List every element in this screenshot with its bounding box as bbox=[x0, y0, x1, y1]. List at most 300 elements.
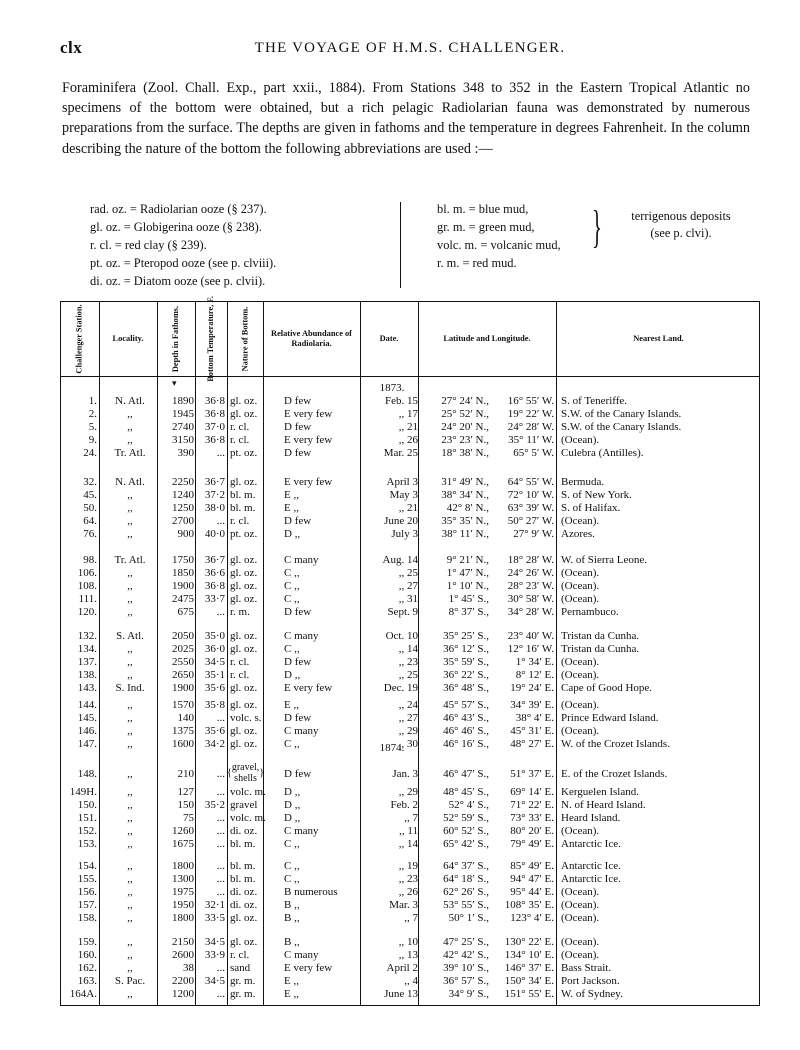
cell-date: ,, 10 bbox=[398, 936, 418, 948]
cell-dep: 2650 bbox=[172, 669, 194, 681]
cell-nat: gl. oz. bbox=[230, 554, 258, 566]
cell-nat: volc. m. bbox=[230, 786, 266, 798]
cell-dep: 1890 bbox=[172, 395, 194, 407]
cell-lon: 69° 14′ E. bbox=[510, 786, 554, 798]
cell-tmp: ... bbox=[216, 447, 225, 459]
cell-dep: 1800 bbox=[172, 912, 194, 924]
cell-nat: di. oz. bbox=[230, 886, 258, 898]
table-row bbox=[61, 567, 761, 580]
cell-lon: 73° 33′ E. bbox=[510, 812, 554, 824]
cell-loc: Tr. Atl. bbox=[114, 554, 146, 566]
cell-date: June 20 bbox=[384, 515, 418, 527]
cell-near: Kerguelen Island. bbox=[561, 786, 639, 798]
table-row bbox=[61, 725, 761, 738]
cell-near: (Ocean). bbox=[561, 949, 600, 961]
cell-date: Mar. 25 bbox=[383, 447, 418, 459]
cell-lat: 46° 43′ S., bbox=[443, 712, 489, 724]
cell-loc: ,, bbox=[127, 528, 133, 540]
cell-lat: 53° 55′ S., bbox=[443, 899, 489, 911]
cell-st: 1. bbox=[88, 395, 97, 407]
cell-lat: 42° 8′ N., bbox=[446, 502, 489, 514]
intro-paragraph: Foraminifera (Zool. Chall. Exp., part xxii., 1884). From Stations 348 to 352 in the Eastern Tropical Atlantic no specimens of the bottom were obtained, but a rich pelagic Radiolarian fauna was demonstrated by numerous preparations from the surface. The depths are given in fathoms and the temperature in degrees Fahrenheit. In the column describing the nature of the bottom the following abbreviations are used :— bbox=[62, 80, 750, 157]
cell-lat: 36° 22′ S., bbox=[443, 669, 489, 681]
cell-dep: 1240 bbox=[172, 489, 194, 501]
cell-rad: C ,, bbox=[284, 567, 300, 579]
cell-dep: 2600 bbox=[172, 949, 194, 961]
cell-loc: ,, bbox=[127, 988, 133, 1000]
cell-date: Jan. 3 bbox=[392, 768, 418, 780]
cell-date: ,, 7 bbox=[404, 812, 418, 824]
table-row bbox=[61, 528, 761, 541]
cell-lat: 34° 9′ S., bbox=[448, 988, 489, 1000]
cell-dep: 2150 bbox=[172, 936, 194, 948]
col-header-radiolaria: Relative Abundance of Radiolaria. bbox=[271, 329, 352, 348]
cell-loc: ,, bbox=[127, 949, 133, 961]
cell-lat: 39° 10′ S., bbox=[443, 962, 489, 974]
cell-near: S. of Teneriffe. bbox=[561, 395, 628, 407]
cell-tmp: ... bbox=[216, 812, 225, 824]
cell-dep: 1900 bbox=[172, 580, 194, 592]
cell-lat: 1° 10′ N., bbox=[446, 580, 489, 592]
cell-loc: ,, bbox=[127, 434, 133, 446]
cell-st: 132. bbox=[77, 630, 97, 642]
table-row bbox=[61, 962, 761, 975]
table-row bbox=[61, 712, 761, 725]
cell-nat: gravel bbox=[230, 799, 258, 811]
cell-rad: C ,, bbox=[284, 643, 300, 655]
cell-lat: 50° 1′ S., bbox=[448, 912, 489, 924]
cell-dep: 390 bbox=[177, 447, 194, 459]
cell-nat: gr. m. bbox=[230, 988, 256, 1000]
abbreviations-oozes bbox=[90, 200, 276, 290]
cell-tmp: ... bbox=[216, 606, 225, 618]
cell-nat: gl. oz. bbox=[230, 567, 258, 579]
cell-nat: gl. oz. bbox=[230, 476, 258, 488]
cell-tmp: 36·8 bbox=[204, 580, 225, 592]
cell-dep: 2250 bbox=[172, 476, 194, 488]
cell-loc: ,, bbox=[127, 699, 133, 711]
cell-lat: 36° 57′ S., bbox=[443, 975, 489, 987]
cell-tmp: 34·5 bbox=[204, 975, 225, 987]
cell-loc: N. Atl. bbox=[115, 476, 145, 488]
cell-tmp: 35·6 bbox=[204, 725, 225, 737]
cell-tmp: ... bbox=[216, 786, 225, 798]
cell-loc: ,, bbox=[127, 489, 133, 501]
cell-nat bbox=[227, 762, 282, 784]
cell-nat: gl. oz. bbox=[230, 682, 258, 694]
cell-loc: ,, bbox=[127, 786, 133, 798]
cell-lon: 95° 44′ E. bbox=[510, 886, 554, 898]
cell-date: ,, 17 bbox=[398, 408, 418, 420]
cell-date: Dec. 19 bbox=[383, 682, 418, 694]
cell-loc: ,, bbox=[127, 812, 133, 824]
table-row bbox=[61, 988, 761, 1001]
bracketed-bottom: {gravel, shells} bbox=[227, 762, 265, 784]
cell-date: April 3 bbox=[386, 476, 418, 488]
cell-dep: 1950 bbox=[172, 899, 194, 911]
col-header-nature: Nature of Bottom. bbox=[240, 306, 249, 372]
abbreviations-key bbox=[62, 200, 762, 295]
table-row bbox=[61, 554, 761, 567]
cell-st: 108. bbox=[77, 580, 97, 592]
cell-near: Antarctic Ice. bbox=[561, 860, 621, 872]
cell-st: 143. bbox=[77, 682, 97, 694]
cell-st: 155. bbox=[77, 873, 97, 885]
cell-near: E. of the Crozet Islands. bbox=[561, 768, 668, 780]
cell-nat: volc. s. bbox=[230, 712, 262, 724]
cell-st: 120. bbox=[77, 606, 97, 618]
cell-near: (Ocean). bbox=[561, 912, 600, 924]
cell-rad: D few bbox=[284, 395, 312, 407]
cell-lon: 34° 39′ E. bbox=[510, 699, 554, 711]
cell-loc: ,, bbox=[127, 738, 133, 750]
abbreviation-line: r. m. = red mud. bbox=[437, 256, 517, 270]
cell-tmp: 37·0 bbox=[204, 421, 225, 433]
cell-loc: ,, bbox=[127, 567, 133, 579]
cell-lat: 35° 59′ S., bbox=[443, 656, 489, 668]
cell-lat: 18° 38′ N., bbox=[441, 447, 489, 459]
table-row bbox=[61, 593, 761, 606]
cell-nat: r. cl. bbox=[230, 434, 250, 446]
cell-near: Culebra (Antilles). bbox=[561, 447, 644, 459]
cell-nat: pt. oz. bbox=[230, 447, 258, 459]
cell-dep: 75 bbox=[183, 812, 194, 824]
cell-date: April 2 bbox=[386, 962, 418, 974]
cell-loc: ,, bbox=[127, 962, 133, 974]
cell-lon: 85° 49′ E. bbox=[510, 860, 554, 872]
cell-lat: 52° 59′ S., bbox=[443, 812, 489, 824]
cell-rad: D ,, bbox=[284, 669, 301, 681]
cell-loc: Tr. Atl. bbox=[114, 447, 146, 459]
cell-lat: 9° 21′ N., bbox=[446, 554, 489, 566]
cell-loc: ,, bbox=[127, 899, 133, 911]
cell-lon: 151° 55′ E. bbox=[504, 988, 554, 1000]
cell-rad: C ,, bbox=[284, 580, 300, 592]
cell-loc: ,, bbox=[127, 873, 133, 885]
cell-loc: ,, bbox=[127, 421, 133, 433]
abbreviations-divider bbox=[400, 202, 401, 288]
cell-lat: 1° 47′ N., bbox=[446, 567, 489, 579]
cell-rad: C many bbox=[284, 630, 319, 642]
cell-st: 152. bbox=[77, 825, 97, 837]
cell-rad: D few bbox=[284, 447, 312, 459]
table-row bbox=[61, 812, 761, 825]
cell-nat: gl. oz. bbox=[230, 725, 258, 737]
table-row bbox=[61, 738, 761, 751]
cell-st: 138. bbox=[77, 669, 97, 681]
cell-date: ,, 31 bbox=[398, 593, 418, 605]
cell-date: ,, 14 bbox=[398, 643, 418, 655]
cell-lon: 18° 28′ W. bbox=[507, 554, 554, 566]
cell-lat: 1° 45′ S., bbox=[448, 593, 489, 605]
cell-rad: D ,, bbox=[284, 799, 301, 811]
table-row bbox=[61, 762, 761, 784]
cell-tmp: 36·8 bbox=[204, 408, 225, 420]
table-row bbox=[61, 699, 761, 712]
cell-dep: 1250 bbox=[172, 502, 194, 514]
cell-lon: 19° 24′ E. bbox=[510, 682, 554, 694]
cell-tmp: 36·6 bbox=[204, 567, 225, 579]
table-row bbox=[61, 786, 761, 799]
cell-near: W. of Sierra Leone. bbox=[561, 554, 648, 566]
table-row bbox=[61, 421, 761, 434]
cell-lon: 108° 35′ E. bbox=[504, 899, 554, 911]
cell-rad: E very few bbox=[284, 962, 333, 974]
cell-lon: 24° 28′ W. bbox=[507, 421, 554, 433]
terrigenous-label: terrigenous deposits bbox=[631, 209, 731, 223]
cell-near: Bass Strait. bbox=[561, 962, 612, 974]
cell-rad: E ,, bbox=[284, 975, 299, 987]
cell-date: ,, 23 bbox=[398, 873, 418, 885]
cell-st: 158. bbox=[77, 912, 97, 924]
table-row bbox=[61, 799, 761, 812]
cell-loc: ,, bbox=[127, 725, 133, 737]
cell-date: ,, 13 bbox=[398, 949, 418, 961]
cell-nat: r. cl. bbox=[230, 515, 250, 527]
cell-rad: C ,, bbox=[284, 873, 300, 885]
cell-date: ,, 4 bbox=[404, 975, 418, 987]
cell-date: ,, 19 bbox=[398, 860, 418, 872]
cell-loc: ,, bbox=[127, 606, 133, 618]
cell-st: 2. bbox=[88, 408, 97, 420]
table-row bbox=[61, 682, 761, 695]
cell-nat: di. oz. bbox=[230, 899, 258, 911]
cell-near: (Ocean). bbox=[561, 886, 600, 898]
cell-lon: 71° 22′ E. bbox=[510, 799, 554, 811]
cell-lat: 24° 20′ N., bbox=[441, 421, 489, 433]
cell-nat: gl. oz. bbox=[230, 630, 258, 642]
cell-lon: 72° 10′ W. bbox=[507, 489, 554, 501]
cell-st: 98. bbox=[83, 554, 97, 566]
col-header-date: Date. bbox=[379, 334, 399, 343]
cell-lon: 8° 12′ E. bbox=[515, 669, 554, 681]
cell-near: (Ocean). bbox=[561, 725, 600, 737]
cell-loc: S. Pac. bbox=[114, 975, 146, 987]
cell-nat: r. cl. bbox=[230, 669, 250, 681]
cell-dep: 2050 bbox=[172, 630, 194, 642]
table-row bbox=[61, 860, 761, 873]
terrigenous-ref: (see p. clvi). bbox=[650, 226, 712, 240]
year-label: 1874. bbox=[379, 742, 405, 754]
cell-tmp: ... bbox=[216, 825, 225, 837]
cell-dep: 2475 bbox=[172, 593, 194, 605]
cell-st: 159. bbox=[77, 936, 97, 948]
cell-nat: gl. oz. bbox=[230, 643, 258, 655]
cell-nat: sand bbox=[230, 962, 251, 974]
cell-dep: 1260 bbox=[172, 825, 194, 837]
table-row bbox=[61, 838, 761, 851]
cell-nat: bl. m. bbox=[230, 838, 256, 850]
cell-lon: 28° 23′ W. bbox=[507, 580, 554, 592]
cell-date: ,, 29 bbox=[398, 786, 418, 798]
cell-rad: E very few bbox=[284, 408, 333, 420]
cell-near: (Ocean). bbox=[561, 669, 600, 681]
cell-nat: di. oz. bbox=[230, 825, 258, 837]
cell-lat: 35° 25′ S., bbox=[443, 630, 489, 642]
abbreviation-line: volc. m. = volcanic mud, bbox=[437, 238, 561, 252]
cell-dep: 150 bbox=[177, 799, 194, 811]
table-row bbox=[61, 936, 761, 949]
cell-loc: ,, bbox=[127, 799, 133, 811]
cell-lon: 65° 5′ W. bbox=[513, 447, 554, 459]
cell-tmp: 36·8 bbox=[204, 434, 225, 446]
cell-dep: 1800 bbox=[172, 860, 194, 872]
cell-nat: bl. m. bbox=[230, 873, 256, 885]
abbreviation-line: gl. oz. = Globigerina ooze (§ 238). bbox=[90, 220, 262, 234]
table-row bbox=[61, 434, 761, 447]
header-rule bbox=[61, 376, 759, 377]
cell-nat: gl. oz. bbox=[230, 593, 258, 605]
cell-rad: C ,, bbox=[284, 738, 300, 750]
cell-near: (Ocean). bbox=[561, 434, 600, 446]
cell-lat: 46° 47′ S., bbox=[443, 768, 489, 780]
cell-dep: 1300 bbox=[172, 873, 194, 885]
cell-st: 134. bbox=[77, 643, 97, 655]
cell-rad: D ,, bbox=[284, 786, 301, 798]
year-label: 1873. bbox=[379, 382, 405, 394]
cell-rad: D few bbox=[284, 656, 312, 668]
cell-date: Feb. 15 bbox=[385, 395, 418, 407]
table-row bbox=[61, 643, 761, 656]
cell-nat: bl. m. bbox=[230, 489, 256, 501]
table-row bbox=[61, 630, 761, 643]
cell-date: Sept. 9 bbox=[387, 606, 418, 618]
cell-near: (Ocean). bbox=[561, 567, 600, 579]
cell-st: 163. bbox=[77, 975, 97, 987]
col-header-locality: Locality. bbox=[112, 334, 144, 343]
cell-st: 32. bbox=[83, 476, 97, 488]
cell-st: 160. bbox=[77, 949, 97, 961]
abbreviations-muds bbox=[437, 200, 561, 272]
table-row bbox=[61, 476, 761, 489]
table-row bbox=[61, 873, 761, 886]
cell-nat: r. cl. bbox=[230, 949, 250, 961]
cell-lat: 60° 52′ S., bbox=[443, 825, 489, 837]
curly-brace: } bbox=[592, 201, 602, 252]
cell-st: 156. bbox=[77, 886, 97, 898]
cell-tmp: 36·8 bbox=[204, 395, 225, 407]
cell-st: 148. bbox=[77, 768, 97, 780]
cell-loc: S. Ind. bbox=[115, 682, 145, 694]
stray-mark: ▾ bbox=[172, 378, 177, 388]
cell-st: 145. bbox=[77, 712, 97, 724]
cell-near: (Ocean). bbox=[561, 899, 600, 911]
cell-near: Bermuda. bbox=[561, 476, 605, 488]
col-header-station: Challenger Station. bbox=[75, 304, 84, 374]
cell-near: Pernambuco. bbox=[561, 606, 619, 618]
cell-lon: 24° 26′ W. bbox=[507, 567, 554, 579]
cell-date: ,, 27 bbox=[398, 580, 418, 592]
cell-lon: 30° 58′ W. bbox=[507, 593, 554, 605]
cell-dep: 1600 bbox=[172, 738, 194, 750]
cell-tmp: 34·5 bbox=[204, 936, 225, 948]
cell-lat: 52° 4′ S., bbox=[448, 799, 489, 811]
cell-loc: ,, bbox=[127, 825, 133, 837]
cell-rad: B numerous bbox=[284, 886, 338, 898]
cell-rad: D ,, bbox=[284, 528, 301, 540]
running-title: THE VOYAGE OF H.M.S. CHALLENGER. bbox=[254, 40, 566, 56]
cell-lat: 65° 42′ S., bbox=[443, 838, 489, 850]
abbreviation-line: di. oz. = Diatom ooze (see p. clvii). bbox=[90, 274, 266, 288]
cell-lon: 27° 9′ W. bbox=[513, 528, 554, 540]
cell-dep: 2200 bbox=[172, 975, 194, 987]
cell-rad: D few bbox=[284, 421, 312, 433]
cell-dep: 1850 bbox=[172, 567, 194, 579]
table-row bbox=[61, 408, 761, 421]
cell-dep: 2025 bbox=[172, 643, 194, 655]
cell-dep: 140 bbox=[177, 712, 194, 724]
cell-rad: C ,, bbox=[284, 838, 300, 850]
cell-tmp: ... bbox=[216, 712, 225, 724]
cell-loc: N. Atl. bbox=[115, 395, 145, 407]
cell-date: ,, 27 bbox=[398, 712, 418, 724]
cell-nat: volc. m. bbox=[230, 812, 266, 824]
cell-lon: 64° 55′ W. bbox=[507, 476, 554, 488]
cell-near: S. of Halifax. bbox=[561, 502, 621, 514]
cell-date: ,, 7 bbox=[404, 912, 418, 924]
cell-near: Antarctic Ice. bbox=[561, 838, 621, 850]
cell-lon: 51° 37′ E. bbox=[510, 768, 554, 780]
table-row bbox=[61, 580, 761, 593]
cell-date: ,, 29 bbox=[398, 725, 418, 737]
cell-dep: 3150 bbox=[172, 434, 194, 446]
table-row bbox=[61, 825, 761, 838]
cell-nat: r. cl. bbox=[230, 656, 250, 668]
cell-near: Heard Island. bbox=[561, 812, 621, 824]
cell-st: 76. bbox=[83, 528, 97, 540]
cell-st: 149H. bbox=[69, 786, 97, 798]
cell-near: (Ocean). bbox=[561, 515, 600, 527]
cell-lat: 62° 26′ S., bbox=[443, 886, 489, 898]
cell-lat: 47° 25′ S., bbox=[443, 936, 489, 948]
cell-rad: E very few bbox=[284, 682, 333, 694]
cell-loc: ,, bbox=[127, 886, 133, 898]
cell-nat: gl. oz. bbox=[230, 738, 258, 750]
cell-near: Tristan da Cunha. bbox=[561, 643, 640, 655]
cell-rad: B ,, bbox=[284, 912, 300, 924]
cell-near: (Ocean). bbox=[561, 699, 600, 711]
cell-tmp: 33·7 bbox=[204, 593, 225, 605]
cell-nat: gl. oz. bbox=[230, 699, 258, 711]
cell-loc: ,, bbox=[127, 502, 133, 514]
cell-lat: 27° 24′ N., bbox=[441, 395, 489, 407]
cell-lat: 64° 18′ S., bbox=[443, 873, 489, 885]
abbreviation-line: gr. m. = green mud, bbox=[437, 220, 535, 234]
cell-loc: ,, bbox=[127, 669, 133, 681]
cell-nat: gl. oz. bbox=[230, 408, 258, 420]
cell-near: S.W. of the Canary Islands. bbox=[561, 408, 682, 420]
cell-nat: gl. oz. bbox=[230, 936, 258, 948]
cell-near: N. of Heard Island. bbox=[561, 799, 646, 811]
table-row bbox=[61, 447, 761, 460]
cell-dep: 2740 bbox=[172, 421, 194, 433]
cell-dep: 1200 bbox=[172, 988, 194, 1000]
cell-date: ,, 21 bbox=[398, 502, 418, 514]
cell-date: May 3 bbox=[389, 489, 418, 501]
cell-tmp: 40·0 bbox=[204, 528, 225, 540]
cell-near: W. of the Crozet Islands. bbox=[561, 738, 670, 750]
cell-lat: 23° 23′ N., bbox=[441, 434, 489, 446]
cell-st: 157. bbox=[77, 899, 97, 911]
cell-loc: ,, bbox=[127, 580, 133, 592]
cell-st: 162. bbox=[77, 962, 97, 974]
abbreviation-line: pt. oz. = Pteropod ooze (see p. clviii). bbox=[90, 256, 277, 270]
cell-dep: 2550 bbox=[172, 656, 194, 668]
cell-tmp: 34·5 bbox=[204, 656, 225, 668]
cell-rad: C many bbox=[284, 554, 319, 566]
cell-near: (Ocean). bbox=[561, 593, 600, 605]
cell-loc: ,, bbox=[127, 408, 133, 420]
